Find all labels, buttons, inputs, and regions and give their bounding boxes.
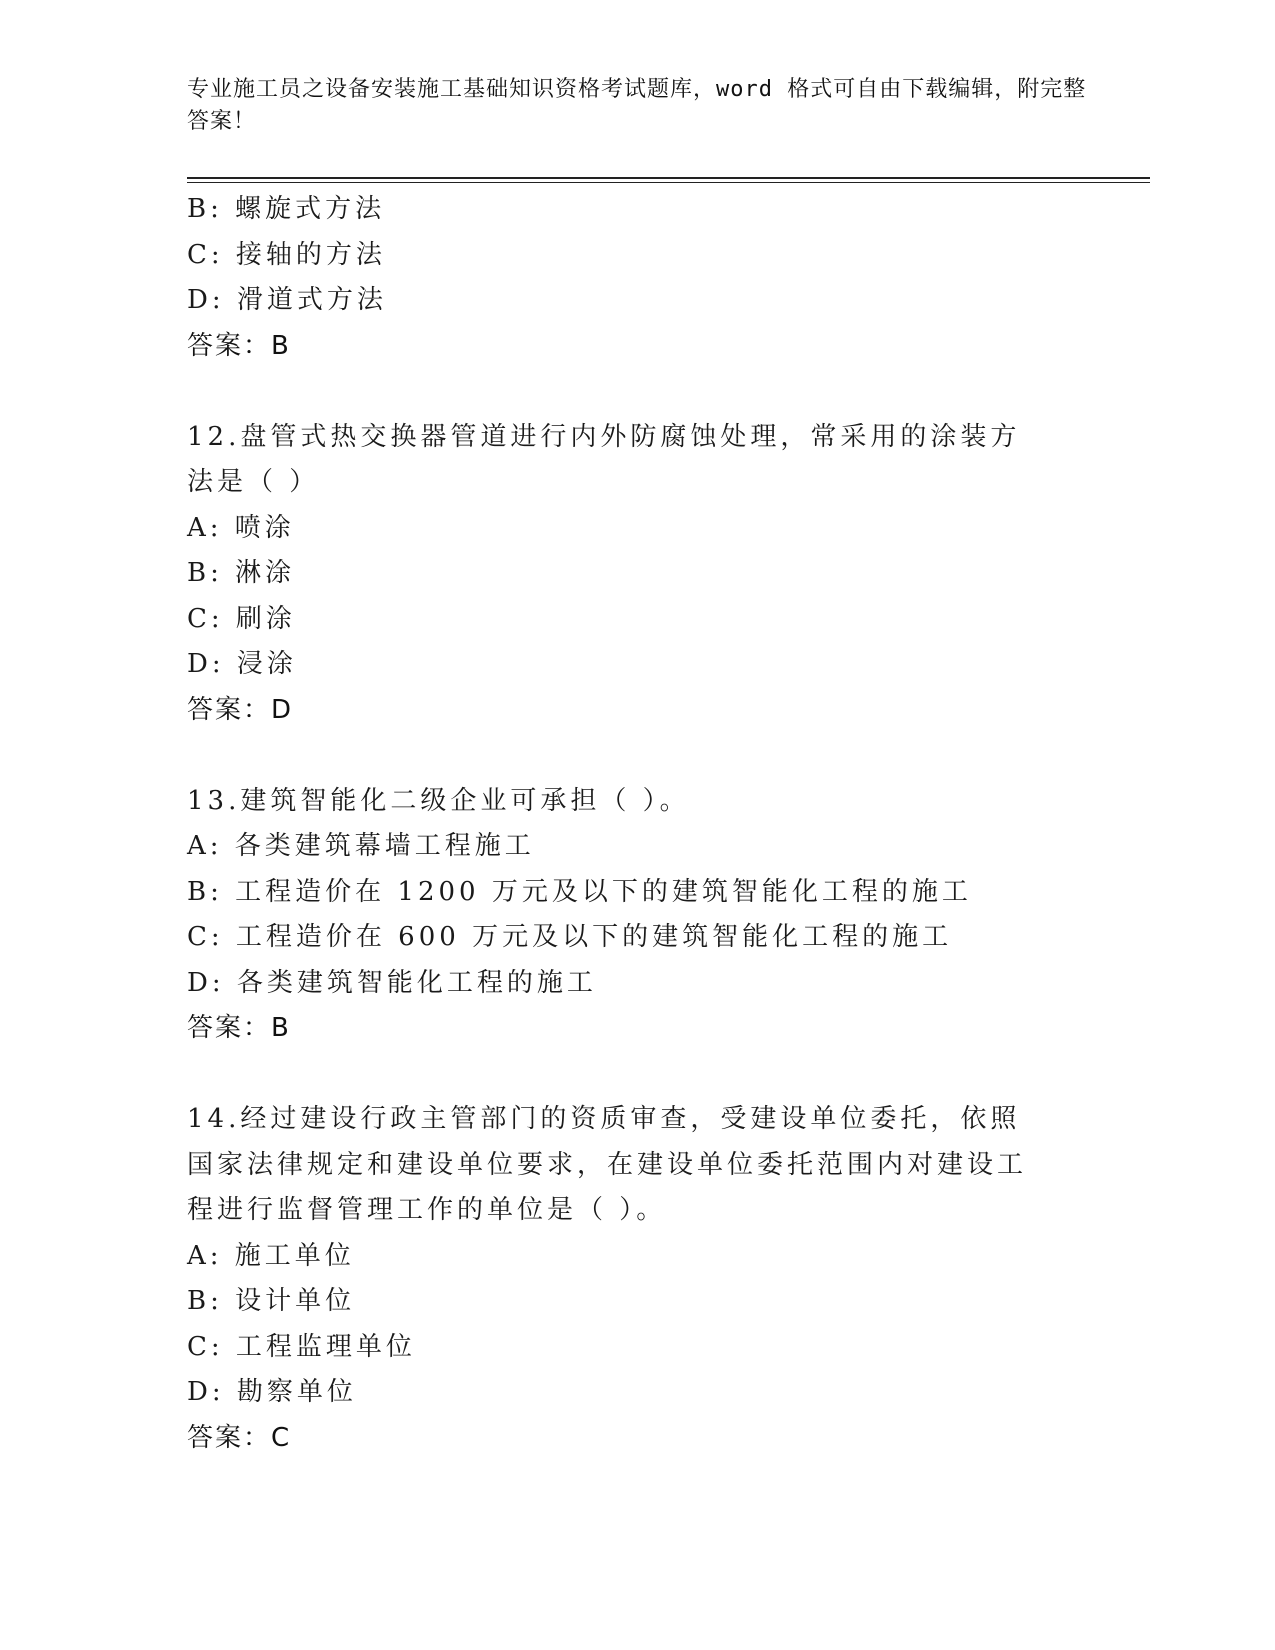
option-a: A: 喷涂 xyxy=(187,512,295,543)
question-13 xyxy=(187,779,1087,1052)
option-b: B: 工程造价在 1200 万元及以下的建筑智能化工程的施工 xyxy=(187,876,972,907)
option-a: A: 施工单位 xyxy=(187,1240,355,1271)
answer-line: 答案：B xyxy=(187,330,291,361)
spacer xyxy=(187,733,1087,779)
question-text: 13.建筑智能化二级企业可承担（ ）。 xyxy=(187,785,690,816)
question-12 xyxy=(187,415,1087,734)
option-c: C: 工程造价在 600 万元及以下的建筑智能化工程的施工 xyxy=(187,922,953,952)
spacer xyxy=(187,369,1087,415)
header-rule-thin xyxy=(187,182,1150,183)
option-d: D: 勘察单位 xyxy=(187,1377,357,1407)
option-b: B: 设计单位 xyxy=(187,1286,356,1316)
answer-line: 答案：C xyxy=(187,1422,292,1453)
spacer xyxy=(187,1052,1087,1098)
header-rule-thick xyxy=(187,177,1150,179)
option-b: B: 淋涂 xyxy=(187,558,296,588)
option-d: D: 各类建筑智能化工程的施工 xyxy=(187,967,597,998)
document-header: 专业施工员之设备安装施工基础知识资格考试题库，word 格式可自由下载编辑，附完整答案！ xyxy=(187,77,1087,134)
answer-line: 答案：D xyxy=(187,694,294,725)
option-d: D: 浸涂 xyxy=(187,649,297,679)
option-b: B: 螺旋式方法 xyxy=(187,194,386,224)
option-c: C: 接轴的方法 xyxy=(187,239,386,270)
question-list xyxy=(187,187,1087,1461)
option-a: A: 各类建筑幕墙工程施工 xyxy=(187,831,535,861)
option-d: D: 滑道式方法 xyxy=(187,285,387,315)
question-11-tail xyxy=(187,187,1087,369)
question-text: 14.经过建设行政主管部门的资质审查，受建设单位委托，依照国家法律规定和建设单位要求，在建设单位委托范围内对建设工程进行监督管理工作的单位是（ ）。 xyxy=(187,1104,1028,1225)
answer-line: 答案：B xyxy=(187,1013,291,1043)
option-c: C: 刷涂 xyxy=(187,603,296,634)
question-14 xyxy=(187,1097,1087,1461)
question-text: 12.盘管式热交换器管道进行内外防腐蚀处理，常采用的涂装方法是（ ） xyxy=(187,421,1021,497)
option-c: C: 工程监理单位 xyxy=(187,1331,416,1362)
